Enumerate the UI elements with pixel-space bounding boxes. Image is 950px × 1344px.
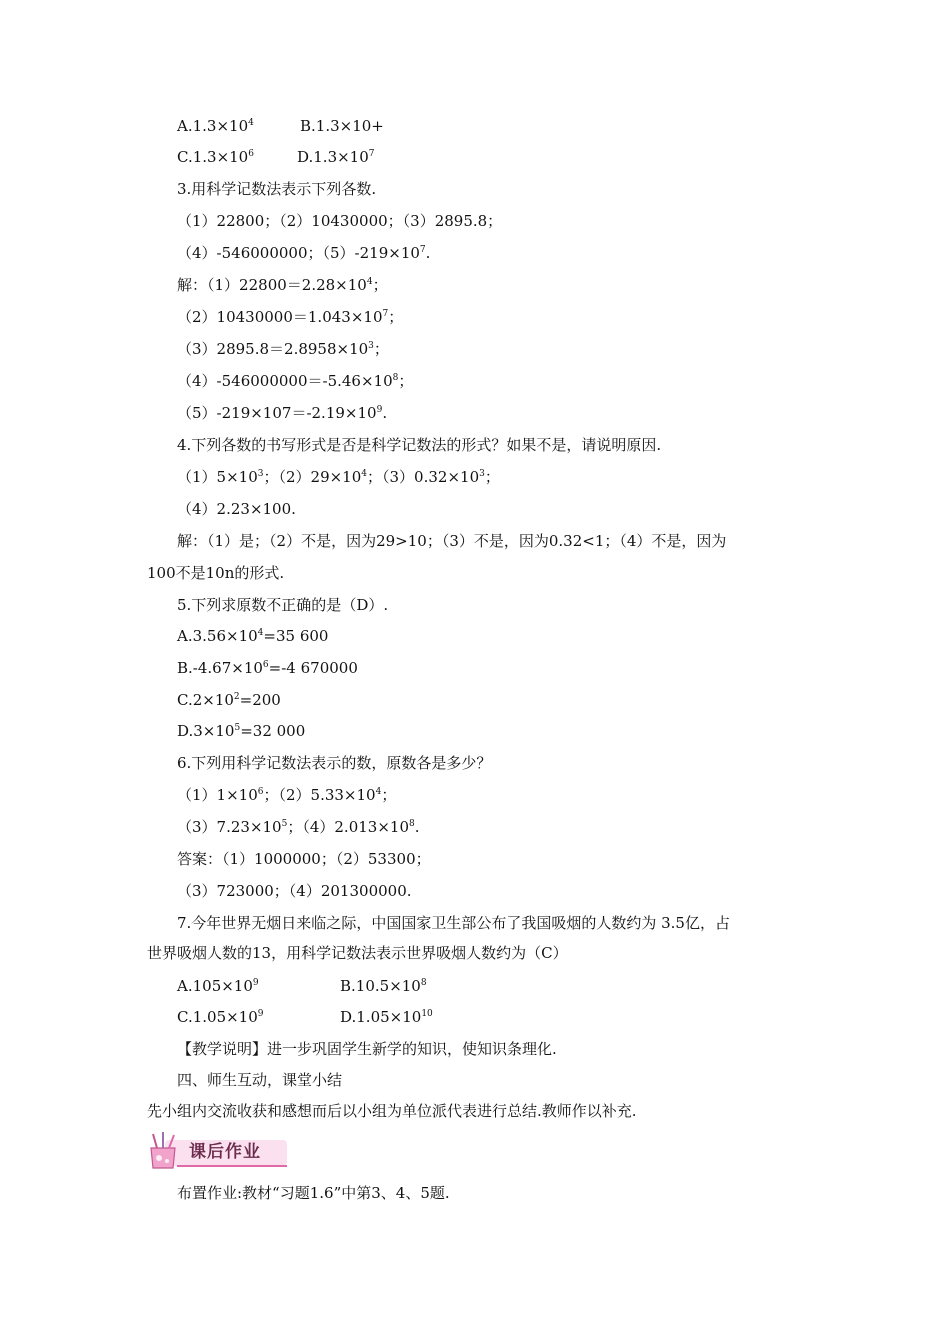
homework-badge	[147, 1130, 289, 1170]
q6-answer-line2: （3）723000；（4）201300000.	[177, 882, 412, 900]
q4-title: 4.下列各数的书写形式是否是科学记数法的形式？如果不是，请说明原因.	[177, 436, 662, 454]
q3-answer-5: $(5)-219\times 107=-2.19\times 10^9$.	[177, 404, 388, 422]
q4-line1: $(1)5\times 10^3$；$(2)29\times 10^4$；$(3)0.32\times 10^3$；	[177, 468, 500, 486]
q2-option-d: $D.1.3\times 10^7$	[297, 148, 375, 166]
q6-line2: $(3)7.23\times 10^5$；$(4)2.013\times 10^8$.	[177, 818, 420, 836]
q5-option-b: $B.-4.67\times 10^6=-4$ 670000	[177, 659, 358, 677]
homework-badge-label: 课后作业	[189, 1142, 261, 1162]
q3-line1: （1）22800；（2）10430000；（3）2895.8；	[177, 212, 503, 230]
q7-option-a: $A.105\times 10^9$	[177, 977, 259, 995]
homework-text: 布置作业:教材“习题1.6”中第3、4、5题.	[177, 1184, 450, 1202]
q6-answer-line1: 答案：（1）1000000；（2）53300；	[177, 850, 431, 868]
q6-line1: $(1)1\times 10^6$；$(2)5.33\times 10^4$；	[177, 786, 397, 804]
q5-option-a: $A.3.56\times 10^4=35$ 600	[177, 627, 329, 645]
q2-option-a: $A.1.3\times 10^4$	[177, 117, 254, 135]
q7-option-c: $C.1.05\times 10^9$	[177, 1008, 264, 1026]
q2-option-b: B.1.3×10+	[300, 117, 384, 135]
q7-line2: 世界吸烟人数的13，用科学记数法表示世界吸烟人数约为（C）	[147, 944, 568, 962]
section4-title: 四、师生互动，课堂小结	[177, 1071, 343, 1089]
q3-answer-4: $(4)-546000000=-5.46\times 10^8$；	[177, 372, 414, 390]
q6-title: 6.下列用科学记数法表示的数，原数各是多少？	[177, 754, 492, 772]
q3-answer-1: 解：$(1)22800=2.28\times 10^4$；	[177, 276, 388, 294]
q3-answer-3: $(3)2895.8=2.8958\times 10^3$；	[177, 340, 389, 358]
q3-title: 3.用科学记数法表示下列各数.	[177, 180, 377, 198]
q5-title: 5.下列求原数不正确的是（D）.	[177, 596, 389, 614]
q7-option-b: $B.10.5\times 10^8$	[340, 977, 427, 995]
q4-answer-line1: 解：（1）是；（2）不是，因为29>10；（3）不是，因为0.32<1；（4）不是，因为	[177, 532, 727, 550]
pen-cup-icon	[151, 1132, 175, 1168]
q2-option-c: $C.1.3\times 10^6$	[177, 148, 254, 166]
q4-line2: （4）2.23×100.	[177, 500, 296, 518]
q5-option-d: $D.3\times 10^5=32$ 000	[177, 722, 306, 740]
q7-option-d: $D.1.05\times 10^{10}$	[340, 1008, 433, 1026]
q3-answer-2: $(2)10430000=1.043\times 10^7$；	[177, 308, 404, 326]
section4-body: 先小组内交流收获和感想而后以小组为单位派代表进行总结.教师作以补充.	[147, 1102, 637, 1120]
teaching-note: 【教学说明】进一步巩固学生新学的知识，使知识条理化.	[177, 1040, 557, 1058]
q3-line2: （4）-546000000；$(5)-219\times 10^7$.	[177, 244, 431, 262]
q7-line1: 7.今年世界无烟日来临之际，中国国家卫生部公布了我国吸烟的人数约为 3.5亿，占	[177, 914, 730, 932]
q5-option-c: $C.2\times 10^2=200$	[177, 691, 281, 709]
q4-answer-line2: 100不是10n的形式.	[147, 564, 285, 582]
